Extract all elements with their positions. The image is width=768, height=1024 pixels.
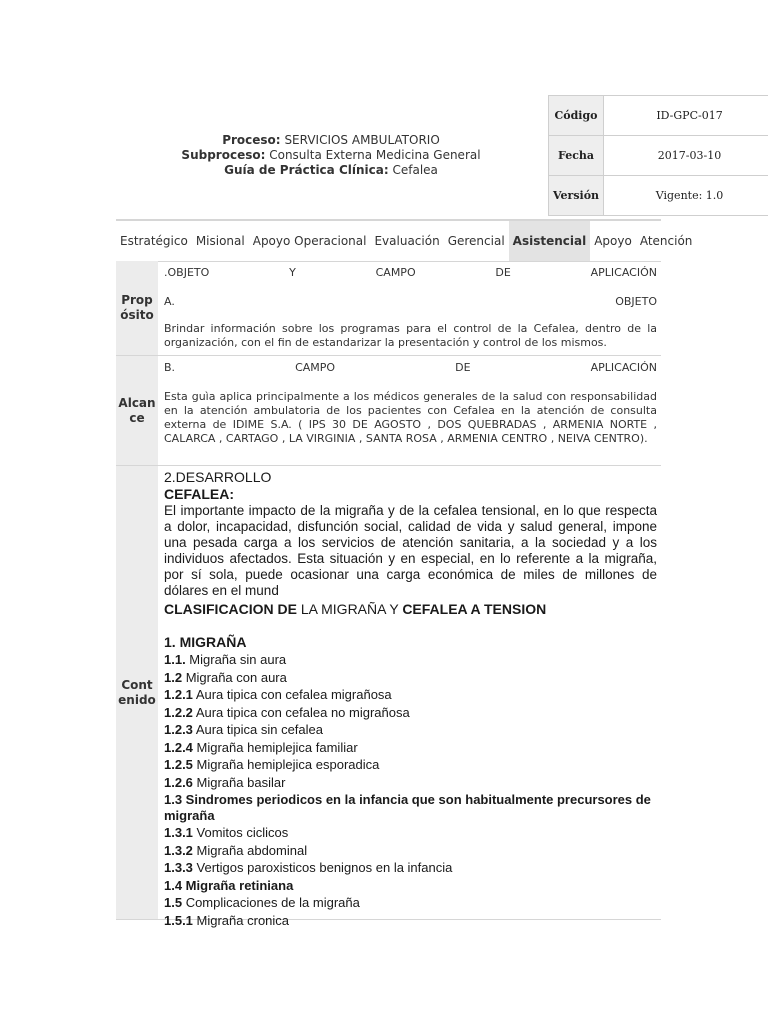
objeto-heading (164, 266, 657, 280)
proceso-value: SERVICIOS AMBULATORIO (284, 132, 440, 147)
proceso-line (222, 133, 440, 148)
list-item (164, 859, 657, 877)
list-item-sindromes: 1.3 Sindromes periodicos en la infancia que son habitualmente precursores de migraña (164, 792, 651, 823)
category-asistencial: Asistencial (509, 221, 591, 261)
objeto-heading-w2: Y (289, 266, 296, 279)
contenido-row (116, 466, 661, 928)
contenido-content (164, 469, 657, 929)
alcance-text: Esta guìa aplica principalmente a los médicos generales de la salud con responsabilidad en la atención ambulatoria de los pacientes con Cefalea en la atención de consulta externa de IDIME S.A. ( IPS 30 DE AGOSTO , DOS QUEBRADAS , ARMENIA NORTE , CALARCA , CARTAGO , LA VIRGINIA , SANTA ROSA , ARMENIA CENTRO , NEIVA CENTRO). (164, 390, 657, 445)
item-number: 1.2.2 (164, 704, 193, 720)
item-number: 1.3.2 (164, 842, 193, 858)
guia-label: Guía de Práctica Clínica: (224, 162, 389, 177)
objeto-heading-w4: DE (495, 266, 511, 279)
item-text: Migraña abdominal (192, 842, 308, 858)
proposito-row (116, 261, 661, 356)
codigo-row (549, 96, 768, 136)
alcance-label-part1: Alcan (118, 395, 156, 410)
item-number: 1.5.1 (164, 912, 193, 928)
alcance-label-part2: ce (129, 410, 145, 425)
objeto-heading-w1: .OBJETO (164, 266, 210, 279)
campo-heading-w1: B. (164, 361, 176, 374)
intro-paragraph: El importante impacto de la migraña y de la cefalea tensional, en lo que respecta a dolor, incapacidad, disfunción social, calidad de vida y salud general, impone una pesada carga a los servicios de atención sanitaria, a la sociedad y a los individuos afectados. Esta situación y en especial, en lo referente a la migraña, por sí sola, puede ocasionar una carga económica de miles de millones de dólares en el mund (164, 503, 657, 598)
list-item (164, 704, 657, 722)
subproceso-label: Subproceso: (181, 147, 266, 162)
objeto-subheading (164, 295, 657, 309)
proposito-label (116, 261, 158, 355)
objeto-text: Brindar información sobre los programas para el control de la Cefalea, dentro de la organización, con el fin de estandarizar la presentación y control de los mismos. (164, 322, 657, 349)
codigo-value: ID-GPC-017 (604, 96, 768, 136)
category-bar (116, 219, 693, 262)
proceso-label: Proceso: (222, 132, 281, 147)
alcance-content (164, 356, 657, 446)
desarrollo-title: 2.DESARROLLO (164, 469, 272, 485)
category-gerencial: Gerencial (447, 234, 505, 248)
item-text: Aura tipica con cefalea no migrañosa (192, 704, 410, 720)
version-row (549, 176, 768, 216)
guia-line (224, 163, 438, 178)
list-item-retiniana: 1.4 Migraña retiniana (164, 877, 294, 893)
list-item (164, 651, 657, 669)
clasificacion-part3: CEFALEA A TENSION (402, 601, 547, 617)
list-item (164, 739, 657, 757)
fecha-row (549, 136, 768, 176)
category-misional: Misional (195, 234, 245, 248)
clasificacion-heading (164, 601, 657, 618)
document-header (116, 95, 724, 215)
item-number: 1.3.3 (164, 860, 193, 875)
subproceso-line (181, 148, 480, 163)
objeto-heading-w3: CAMPO (375, 266, 416, 279)
campo-heading-w3: DE (455, 361, 471, 374)
item-number: 1.2.3 (164, 722, 193, 737)
list-item (164, 824, 657, 842)
category-evaluacion: Evaluación (374, 234, 440, 248)
campo-heading (164, 361, 657, 375)
item-text: Complicaciones de la migraña (182, 895, 360, 910)
list-item (164, 721, 657, 739)
item-number: 1.2.5 (164, 757, 193, 772)
item-text: Migraña con aura (182, 669, 287, 685)
list-item (164, 669, 657, 687)
campo-heading-w4: APLICACIÓN (590, 361, 657, 374)
objeto-subheading-w2: OBJETO (615, 295, 657, 308)
item-number: 1.2.6 (164, 774, 193, 790)
header-process-info (116, 95, 546, 215)
item-text: Aura tipica sin cefalea (192, 722, 323, 737)
item-text: Migraña cronica (192, 912, 290, 928)
list-item (164, 912, 657, 930)
list-item (164, 774, 657, 792)
alcance-row (116, 356, 661, 466)
list-item (164, 842, 657, 860)
alcance-label (116, 356, 158, 465)
list-item (164, 686, 657, 704)
proposito-label-part2: ósito (120, 308, 154, 322)
contenido-label-part1: Cont (121, 677, 153, 692)
item-number: 1.3.1 (164, 825, 193, 840)
fecha-label: Fecha (549, 136, 604, 176)
objeto-heading-w5: APLICACIÓN (590, 266, 657, 279)
objeto-subheading-w1: A. (164, 295, 175, 308)
category-estrategico: Estratégico (120, 234, 188, 248)
migrana-section-title: 1. MIGRAÑA (164, 634, 247, 650)
item-text: Vomitos ciclicos (192, 825, 289, 840)
item-number: 1.2 (164, 669, 183, 685)
version-label: Versión (549, 176, 604, 216)
item-number: 1.1. (164, 652, 186, 667)
contenido-label-part2: enido (118, 692, 156, 707)
clasificacion-part1: CLASIFICACION DE (164, 601, 297, 617)
item-number: 1.2.4 (164, 739, 193, 755)
item-number: 1.2.1 (164, 687, 193, 702)
item-text: Vertigos paroxisticos benignos en la infancia (192, 860, 453, 875)
category-apoyo: Apoyo (594, 234, 632, 248)
version-value: Vigente: 1.0 (604, 176, 768, 216)
item-number: 1.5 (164, 895, 183, 910)
list-item (164, 894, 657, 912)
document-code-table (548, 95, 768, 216)
guia-value: Cefalea (392, 162, 438, 177)
item-text: Migraña sin aura (185, 652, 287, 667)
subproceso-value: Consulta Externa Medicina General (269, 147, 481, 162)
category-atencion: Atención (639, 234, 693, 248)
item-text: Migraña hemiplejica familiar (192, 739, 358, 755)
contenido-label (116, 466, 158, 919)
item-text: Migraña basilar (192, 774, 286, 790)
cefalea-subtitle: CEFALEA: (164, 486, 234, 502)
clasificacion-part2: LA MIGRAÑA Y (297, 601, 403, 617)
list-item (164, 756, 657, 774)
proposito-label-part1: Prop (121, 293, 153, 307)
codigo-label: Código (549, 96, 604, 136)
proposito-content (164, 261, 657, 350)
item-text: Aura tipica con cefalea migrañosa (192, 687, 392, 702)
campo-heading-w2: CAMPO (295, 361, 336, 374)
item-text: Migraña hemiplejica esporadica (192, 757, 380, 772)
fecha-value: 2017-03-10 (604, 136, 768, 176)
category-apoyo-operacional: Apoyo Operacional (252, 234, 367, 248)
